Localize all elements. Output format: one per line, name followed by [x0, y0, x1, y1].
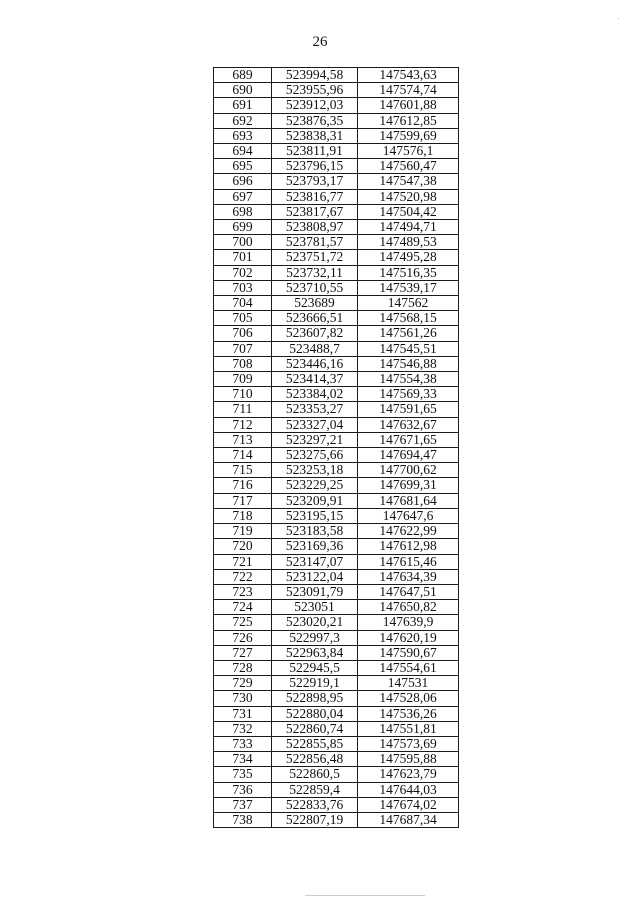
x-coordinate-cell: 523414,37 [272, 372, 358, 387]
y-coordinate-cell: 147495,28 [358, 250, 459, 265]
x-coordinate-cell: 523147,07 [272, 554, 358, 569]
point-number-cell: 730 [214, 691, 272, 706]
y-coordinate-cell: 147576,1 [358, 144, 459, 159]
table-row [214, 448, 459, 463]
table-row [214, 539, 459, 554]
point-number-cell: 703 [214, 280, 272, 295]
x-coordinate-cell: 523816,77 [272, 189, 358, 204]
table-row [214, 204, 459, 219]
point-number-cell: 725 [214, 615, 272, 630]
scan-speck [618, 18, 619, 19]
y-coordinate-cell: 147615,46 [358, 554, 459, 569]
y-coordinate-cell: 147539,17 [358, 280, 459, 295]
y-coordinate-cell: 147547,38 [358, 174, 459, 189]
x-coordinate-cell: 523195,15 [272, 508, 358, 523]
y-coordinate-cell: 147632,67 [358, 417, 459, 432]
table-row [214, 645, 459, 660]
y-coordinate-cell: 147494,71 [358, 220, 459, 235]
x-coordinate-cell: 522963,84 [272, 645, 358, 660]
y-coordinate-cell: 147531 [358, 676, 459, 691]
y-coordinate-cell: 147554,38 [358, 372, 459, 387]
table-row [214, 508, 459, 523]
table-row [214, 569, 459, 584]
point-number-cell: 732 [214, 721, 272, 736]
x-coordinate-cell: 523912,03 [272, 98, 358, 113]
y-coordinate-cell: 147622,99 [358, 524, 459, 539]
x-coordinate-cell: 522860,5 [272, 767, 358, 782]
x-coordinate-cell: 522945,5 [272, 660, 358, 675]
x-coordinate-cell: 523793,17 [272, 174, 358, 189]
table-row [214, 782, 459, 797]
point-number-cell: 735 [214, 767, 272, 782]
x-coordinate-cell: 523253,18 [272, 463, 358, 478]
x-coordinate-cell: 523169,36 [272, 539, 358, 554]
y-coordinate-cell: 147504,42 [358, 204, 459, 219]
table-row [214, 68, 459, 83]
y-coordinate-cell: 147647,6 [358, 508, 459, 523]
table-row [214, 372, 459, 387]
y-coordinate-cell: 147595,88 [358, 752, 459, 767]
point-number-cell: 723 [214, 584, 272, 599]
y-coordinate-cell: 147569,33 [358, 387, 459, 402]
table-row [214, 524, 459, 539]
x-coordinate-cell: 523209,91 [272, 493, 358, 508]
table-row [214, 706, 459, 721]
y-coordinate-cell: 147551,81 [358, 721, 459, 736]
x-coordinate-cell: 523955,96 [272, 83, 358, 98]
y-coordinate-cell: 147671,65 [358, 432, 459, 447]
page-number: 26 [312, 34, 328, 50]
y-coordinate-cell: 147681,64 [358, 493, 459, 508]
y-coordinate-cell: 147599,69 [358, 128, 459, 143]
point-number-cell: 720 [214, 539, 272, 554]
x-coordinate-cell: 522898,95 [272, 691, 358, 706]
table-row [214, 174, 459, 189]
point-number-cell: 711 [214, 402, 272, 417]
x-coordinate-cell: 522807,19 [272, 812, 358, 827]
x-coordinate-cell: 523020,21 [272, 615, 358, 630]
point-number-cell: 707 [214, 341, 272, 356]
point-number-cell: 712 [214, 417, 272, 432]
y-coordinate-cell: 147543,63 [358, 68, 459, 83]
x-coordinate-cell: 523876,35 [272, 113, 358, 128]
point-number-cell: 714 [214, 448, 272, 463]
x-coordinate-cell: 523327,04 [272, 417, 358, 432]
y-coordinate-cell: 147546,88 [358, 356, 459, 371]
point-number-cell: 737 [214, 797, 272, 812]
y-coordinate-cell: 147568,15 [358, 311, 459, 326]
point-number-cell: 716 [214, 478, 272, 493]
table-row [214, 220, 459, 235]
x-coordinate-cell: 523689 [272, 296, 358, 311]
y-coordinate-cell: 147612,98 [358, 539, 459, 554]
x-coordinate-cell: 522833,76 [272, 797, 358, 812]
coordinates-table-body [214, 68, 459, 828]
y-coordinate-cell: 147560,47 [358, 159, 459, 174]
y-coordinate-cell: 147528,06 [358, 691, 459, 706]
point-number-cell: 719 [214, 524, 272, 539]
y-coordinate-cell: 147573,69 [358, 736, 459, 751]
point-number-cell: 701 [214, 250, 272, 265]
scan-edge-line [305, 895, 425, 896]
point-number-cell: 702 [214, 265, 272, 280]
point-number-cell: 697 [214, 189, 272, 204]
point-number-cell: 727 [214, 645, 272, 660]
table-row [214, 630, 459, 645]
point-number-cell: 705 [214, 311, 272, 326]
table-row [214, 235, 459, 250]
y-coordinate-cell: 147516,35 [358, 265, 459, 280]
table-row [214, 189, 459, 204]
table-row [214, 584, 459, 599]
point-number-cell: 700 [214, 235, 272, 250]
y-coordinate-cell: 147694,47 [358, 448, 459, 463]
x-coordinate-cell: 522855,85 [272, 736, 358, 751]
y-coordinate-cell: 147634,39 [358, 569, 459, 584]
x-coordinate-cell: 522880,04 [272, 706, 358, 721]
point-number-cell: 689 [214, 68, 272, 83]
x-coordinate-cell: 523796,15 [272, 159, 358, 174]
table-row [214, 265, 459, 280]
point-number-cell: 718 [214, 508, 272, 523]
point-number-cell: 709 [214, 372, 272, 387]
x-coordinate-cell: 522856,48 [272, 752, 358, 767]
point-number-cell: 693 [214, 128, 272, 143]
table-row [214, 752, 459, 767]
table-row [214, 797, 459, 812]
x-coordinate-cell: 523091,79 [272, 584, 358, 599]
table-row [214, 676, 459, 691]
y-coordinate-cell: 147545,51 [358, 341, 459, 356]
point-number-cell: 734 [214, 752, 272, 767]
y-coordinate-cell: 147590,67 [358, 645, 459, 660]
x-coordinate-cell: 522919,1 [272, 676, 358, 691]
table-row [214, 402, 459, 417]
y-coordinate-cell: 147562 [358, 296, 459, 311]
point-number-cell: 715 [214, 463, 272, 478]
table-row [214, 600, 459, 615]
table-row [214, 113, 459, 128]
point-number-cell: 713 [214, 432, 272, 447]
y-coordinate-cell: 147623,79 [358, 767, 459, 782]
point-number-cell: 694 [214, 144, 272, 159]
y-coordinate-cell: 147561,26 [358, 326, 459, 341]
table-row [214, 280, 459, 295]
table-row [214, 660, 459, 675]
y-coordinate-cell: 147554,61 [358, 660, 459, 675]
y-coordinate-cell: 147687,34 [358, 812, 459, 827]
coordinates-table [213, 67, 459, 828]
x-coordinate-cell: 523732,11 [272, 265, 358, 280]
x-coordinate-cell: 523275,66 [272, 448, 358, 463]
x-coordinate-cell: 523183,58 [272, 524, 358, 539]
table-row [214, 296, 459, 311]
x-coordinate-cell: 523607,82 [272, 326, 358, 341]
point-number-cell: 692 [214, 113, 272, 128]
y-coordinate-cell: 147674,02 [358, 797, 459, 812]
x-coordinate-cell: 522860,74 [272, 721, 358, 736]
table-row [214, 615, 459, 630]
point-number-cell: 704 [214, 296, 272, 311]
y-coordinate-cell: 147574,74 [358, 83, 459, 98]
table-row [214, 554, 459, 569]
table-row [214, 128, 459, 143]
x-coordinate-cell: 523666,51 [272, 311, 358, 326]
table-row [214, 493, 459, 508]
x-coordinate-cell: 523384,02 [272, 387, 358, 402]
y-coordinate-cell: 147536,26 [358, 706, 459, 721]
point-number-cell: 724 [214, 600, 272, 615]
table-row [214, 463, 459, 478]
table-row [214, 767, 459, 782]
x-coordinate-cell: 523051 [272, 600, 358, 615]
x-coordinate-cell: 523817,67 [272, 204, 358, 219]
table-row [214, 691, 459, 706]
point-number-cell: 691 [214, 98, 272, 113]
x-coordinate-cell: 523751,72 [272, 250, 358, 265]
point-number-cell: 708 [214, 356, 272, 371]
x-coordinate-cell: 522859,4 [272, 782, 358, 797]
point-number-cell: 717 [214, 493, 272, 508]
x-coordinate-cell: 523781,57 [272, 235, 358, 250]
y-coordinate-cell: 147489,53 [358, 235, 459, 250]
x-coordinate-cell: 523353,27 [272, 402, 358, 417]
y-coordinate-cell: 147644,03 [358, 782, 459, 797]
x-coordinate-cell: 523297,21 [272, 432, 358, 447]
y-coordinate-cell: 147700,62 [358, 463, 459, 478]
point-number-cell: 733 [214, 736, 272, 751]
table-row [214, 721, 459, 736]
point-number-cell: 731 [214, 706, 272, 721]
table-row [214, 812, 459, 827]
y-coordinate-cell: 147520,98 [358, 189, 459, 204]
table-row [214, 356, 459, 371]
point-number-cell: 695 [214, 159, 272, 174]
point-number-cell: 696 [214, 174, 272, 189]
point-number-cell: 699 [214, 220, 272, 235]
point-number-cell: 710 [214, 387, 272, 402]
table-row [214, 159, 459, 174]
x-coordinate-cell: 523994,58 [272, 68, 358, 83]
table-row [214, 326, 459, 341]
point-number-cell: 728 [214, 660, 272, 675]
y-coordinate-cell: 147650,82 [358, 600, 459, 615]
y-coordinate-cell: 147601,88 [358, 98, 459, 113]
x-coordinate-cell: 522997,3 [272, 630, 358, 645]
x-coordinate-cell: 523229,25 [272, 478, 358, 493]
y-coordinate-cell: 147612,85 [358, 113, 459, 128]
point-number-cell: 729 [214, 676, 272, 691]
point-number-cell: 736 [214, 782, 272, 797]
y-coordinate-cell: 147639,9 [358, 615, 459, 630]
table-row [214, 98, 459, 113]
table-row [214, 83, 459, 98]
y-coordinate-cell: 147647,51 [358, 584, 459, 599]
x-coordinate-cell: 523710,55 [272, 280, 358, 295]
table-row [214, 736, 459, 751]
table-row [214, 478, 459, 493]
y-coordinate-cell: 147620,19 [358, 630, 459, 645]
table-row [214, 311, 459, 326]
y-coordinate-cell: 147699,31 [358, 478, 459, 493]
table-row [214, 417, 459, 432]
table-row [214, 432, 459, 447]
x-coordinate-cell: 523838,31 [272, 128, 358, 143]
x-coordinate-cell: 523811,91 [272, 144, 358, 159]
point-number-cell: 706 [214, 326, 272, 341]
point-number-cell: 698 [214, 204, 272, 219]
x-coordinate-cell: 523488,7 [272, 341, 358, 356]
x-coordinate-cell: 523122,04 [272, 569, 358, 584]
y-coordinate-cell: 147591,65 [358, 402, 459, 417]
table-row [214, 144, 459, 159]
point-number-cell: 738 [214, 812, 272, 827]
table-row [214, 387, 459, 402]
point-number-cell: 721 [214, 554, 272, 569]
table-row [214, 250, 459, 265]
point-number-cell: 722 [214, 569, 272, 584]
x-coordinate-cell: 523446,16 [272, 356, 358, 371]
point-number-cell: 726 [214, 630, 272, 645]
x-coordinate-cell: 523808,97 [272, 220, 358, 235]
point-number-cell: 690 [214, 83, 272, 98]
table-row [214, 341, 459, 356]
